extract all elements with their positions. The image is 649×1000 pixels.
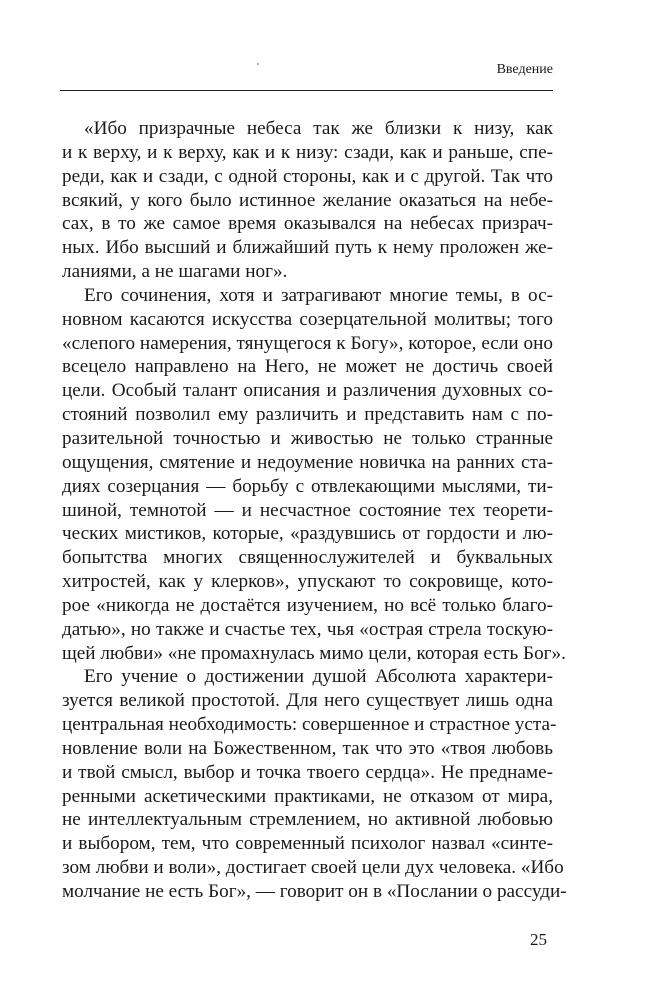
text-line: и к верху, и к верху, как и к низу: сзади, как и раньше, спе-: [62, 141, 553, 163]
header-rule: [60, 90, 553, 91]
text-line: цели. Особый талант описания и различения духовных со-: [62, 380, 553, 402]
text-line: реди, как и сзади, с одной стороны, как и с другой. Так что: [62, 165, 553, 187]
paragraph: [62, 117, 553, 284]
text-line: бопытства многих священнослужителей и буквальных: [62, 547, 553, 569]
text-line: «слепого намерения, тянущегося к Богу», которое, если оно: [62, 332, 553, 354]
text-line: рое «никогда не достаётся изучением, но всё только благо-: [62, 594, 553, 616]
text-line: шиной, темнотой — и несчастное состояние тех теорети-: [62, 499, 553, 521]
text-line: стояний позволил ему различить и представить нам с по-: [62, 404, 553, 426]
text-line: «Ибо призрачные небеса так же близки к низу, как: [84, 118, 553, 139]
text-line: и выбором, тем, что современный психолог назвал «синте-: [62, 833, 553, 855]
text-line: разительной точностью и живостью не только странные: [62, 427, 553, 449]
text-line: всецело направлено на Него, не может не достичь своей: [62, 356, 553, 378]
text-line: датью», но также и счастье тех, чья «острая стрела тоскую-: [62, 618, 553, 640]
text-line: хитростей, как у клерков», упускают то сокровище, кото-: [62, 571, 553, 593]
page-body: [62, 117, 567, 904]
paragraph: [62, 665, 567, 903]
text-line: зуется великой простотой. Для него существует лишь одна: [62, 690, 553, 712]
text-line: новном касаются искусства созерцательной молитвы; того: [62, 308, 553, 330]
text-line: сах, в то же самое время оказывался на небесах призрач-: [62, 213, 553, 235]
text-line: зом любви и воли», достигает своей цели дух человека. «Ибо: [62, 857, 564, 879]
text-line: ощущения, смятение и недоумение новичка на ранних ста-: [62, 451, 553, 473]
text-line: ренными аскетическими практиками, не отказом от мира,: [62, 785, 553, 807]
paragraph: [62, 284, 566, 666]
text-line: новление воли на Божественном, так что это «твоя любовь: [62, 737, 553, 759]
text-line: диях созерцания — борьбу с отвлекающими мыслями, ти-: [62, 475, 553, 497]
text-line: ных. Ибо высший и ближайший путь к нему проложен же-: [62, 237, 553, 259]
text-line: ланиями, а не шагами ног».: [62, 261, 288, 283]
text-line: щей любви» «не промахнулась мимо цели, которая есть Бог».: [62, 642, 566, 664]
scan-speck: [257, 63, 259, 65]
text-line: всякий, у кого было истинное желание оказаться на небе-: [62, 189, 553, 211]
page-number: 25: [530, 930, 547, 949]
text-line: центральная необходимость: совершенное и страстное уста-: [62, 714, 557, 736]
text-line: Его учение о достижении душой Абсолюта характери-: [84, 666, 553, 688]
running-header: Введение: [496, 62, 553, 77]
text-line: ческих мистиков, которые, «раздувшись от гордости и лю-: [62, 523, 553, 545]
text-line: и твой смысл, выбор и точка твоего сердца». Не преднаме-: [62, 761, 553, 783]
text-line: не интеллектуальным стремлением, но активной любовью: [62, 809, 553, 831]
text-line: Его сочинения, хотя и затрагивают многие темы, в ос-: [84, 284, 553, 306]
text-line: молчание не есть Бог», — говорит он в «Послании о рассуди-: [62, 881, 567, 902]
